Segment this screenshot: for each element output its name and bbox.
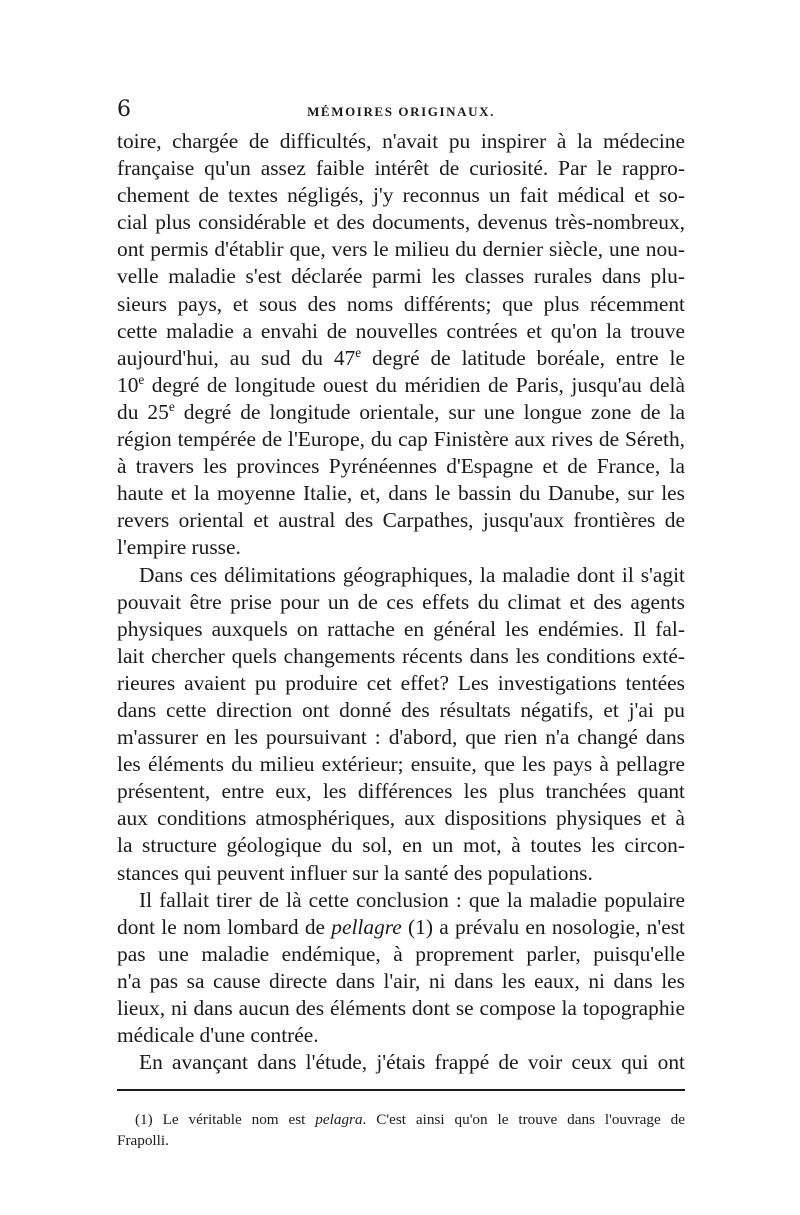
text-line: française qu'un assez faible intérêt de curiosité. Par le rappro- bbox=[117, 156, 685, 181]
text-line: ont permis d'établir que, vers le milieu du dernier siècle, une nou- bbox=[117, 237, 685, 262]
text-line-superscript: 10e degré de longitude ouest du méridien de Paris, jusqu'au delà bbox=[117, 371, 685, 397]
text-line-italic: dont le nom lombard de pellagre (1) a prévalu en nosologie, n'est bbox=[117, 914, 685, 939]
text-line: région tempérée de l'Europe, du cap Finistère aux rives de Séreth, bbox=[117, 427, 685, 452]
text-line: stances qui peuvent influer sur la santé des populations. bbox=[117, 860, 593, 885]
text-line: pouvait être prise pour un de ces effets du climat et des agents bbox=[117, 589, 685, 614]
text-line: présentent, entre eux, les différences les plus tranchées quant bbox=[117, 779, 685, 804]
text-line-superscript: aujourd'hui, au sud du 47e degré de latitude boréale, entre le bbox=[117, 344, 685, 370]
text-line: m'assurer en les poursuivant : d'abord, que rien n'a changé dans bbox=[117, 725, 685, 750]
text-line: velle maladie s'est déclarée parmi les classes rurales dans plu- bbox=[117, 264, 685, 289]
text-line: les éléments du milieu extérieur; ensuite, que les pays à pellagre bbox=[117, 752, 685, 777]
footnote-line-italic: (1) Le véritable nom est pelagra. C'est ainsi qu'on le trouve dans l'ouvrage de bbox=[135, 1111, 685, 1128]
text-line: dans cette direction ont donné des résultats négatifs, et j'ai pu bbox=[117, 697, 685, 722]
italic-term: pellagre bbox=[331, 914, 402, 939]
text-line: n'a pas sa cause directe dans l'air, ni dans les eaux, ni dans les bbox=[117, 968, 685, 993]
text-line: rieures avaient pu produire cet effet? Les investigations tentées bbox=[117, 670, 685, 695]
text-line: à travers les provinces Pyrénéennes d'Espagne et de France, la bbox=[117, 454, 685, 479]
footnote-line: Frapolli. bbox=[117, 1132, 169, 1149]
text-line: haute et la moyenne Italie, et, dans le bassin du Danube, sur les bbox=[117, 481, 685, 506]
footnotes bbox=[117, 1109, 685, 1151]
paragraph-start: En avançant dans l'étude, j'étais frappé de voir ceux qui ont bbox=[139, 1050, 685, 1075]
text-line: médicale d'une contrée. bbox=[117, 1023, 319, 1048]
text-line: lieux, ni dans aucun des éléments dont se compose la topographie bbox=[117, 996, 685, 1020]
footnote-rule bbox=[117, 1089, 685, 1091]
text-line: lait chercher quels changements récents dans les conditions exté- bbox=[117, 643, 685, 668]
text-line: chement de textes négligés, j'y reconnus un fait médical et so- bbox=[117, 183, 685, 208]
text-line: physiques auxquels on rattache en général les endémies. Il fal- bbox=[117, 616, 685, 641]
page-header bbox=[117, 96, 685, 126]
paragraph-start: Dans ces délimitations géographiques, la maladie dont il s'agit bbox=[139, 562, 685, 587]
text-line: toire, chargée de difficultés, n'avait pu inspirer à la médecine bbox=[117, 129, 685, 153]
ordinal-superscript: e bbox=[168, 398, 175, 414]
text-line: sieurs pays, et sous des noms différents; que plus récemment bbox=[117, 291, 685, 316]
text-line: revers oriental et austral des Carpathes, jusqu'aux frontières de bbox=[117, 508, 685, 533]
text-line: la structure géologique du sol, en un mot, à toutes les circon- bbox=[117, 833, 685, 858]
running-head: MÉMOIRES ORIGINAUX. bbox=[307, 104, 495, 119]
italic-term: pelagra bbox=[315, 1111, 363, 1128]
text-line: aux conditions atmosphériques, aux dispositions physiques et à bbox=[117, 806, 685, 831]
paragraph-start: Il fallait tirer de là cette conclusion : que la maladie populaire bbox=[139, 887, 685, 912]
main-text bbox=[117, 128, 685, 1076]
ordinal-superscript: e bbox=[138, 371, 145, 387]
text-line: pas une maladie endémique, à proprement parler, puisqu'elle bbox=[117, 941, 685, 966]
text-line: cette maladie a envahi de nouvelles contrées et qu'on la trouve bbox=[117, 318, 685, 343]
text-line: cial plus considérable et des documents, devenus très-nombreux, bbox=[117, 210, 685, 235]
page-number: 6 bbox=[117, 97, 131, 122]
text-line: l'empire russe. bbox=[117, 535, 241, 560]
text-line-superscript: du 25e degré de longitude orientale, sur une longue zone de la bbox=[117, 398, 685, 424]
ordinal-superscript: e bbox=[355, 344, 362, 360]
